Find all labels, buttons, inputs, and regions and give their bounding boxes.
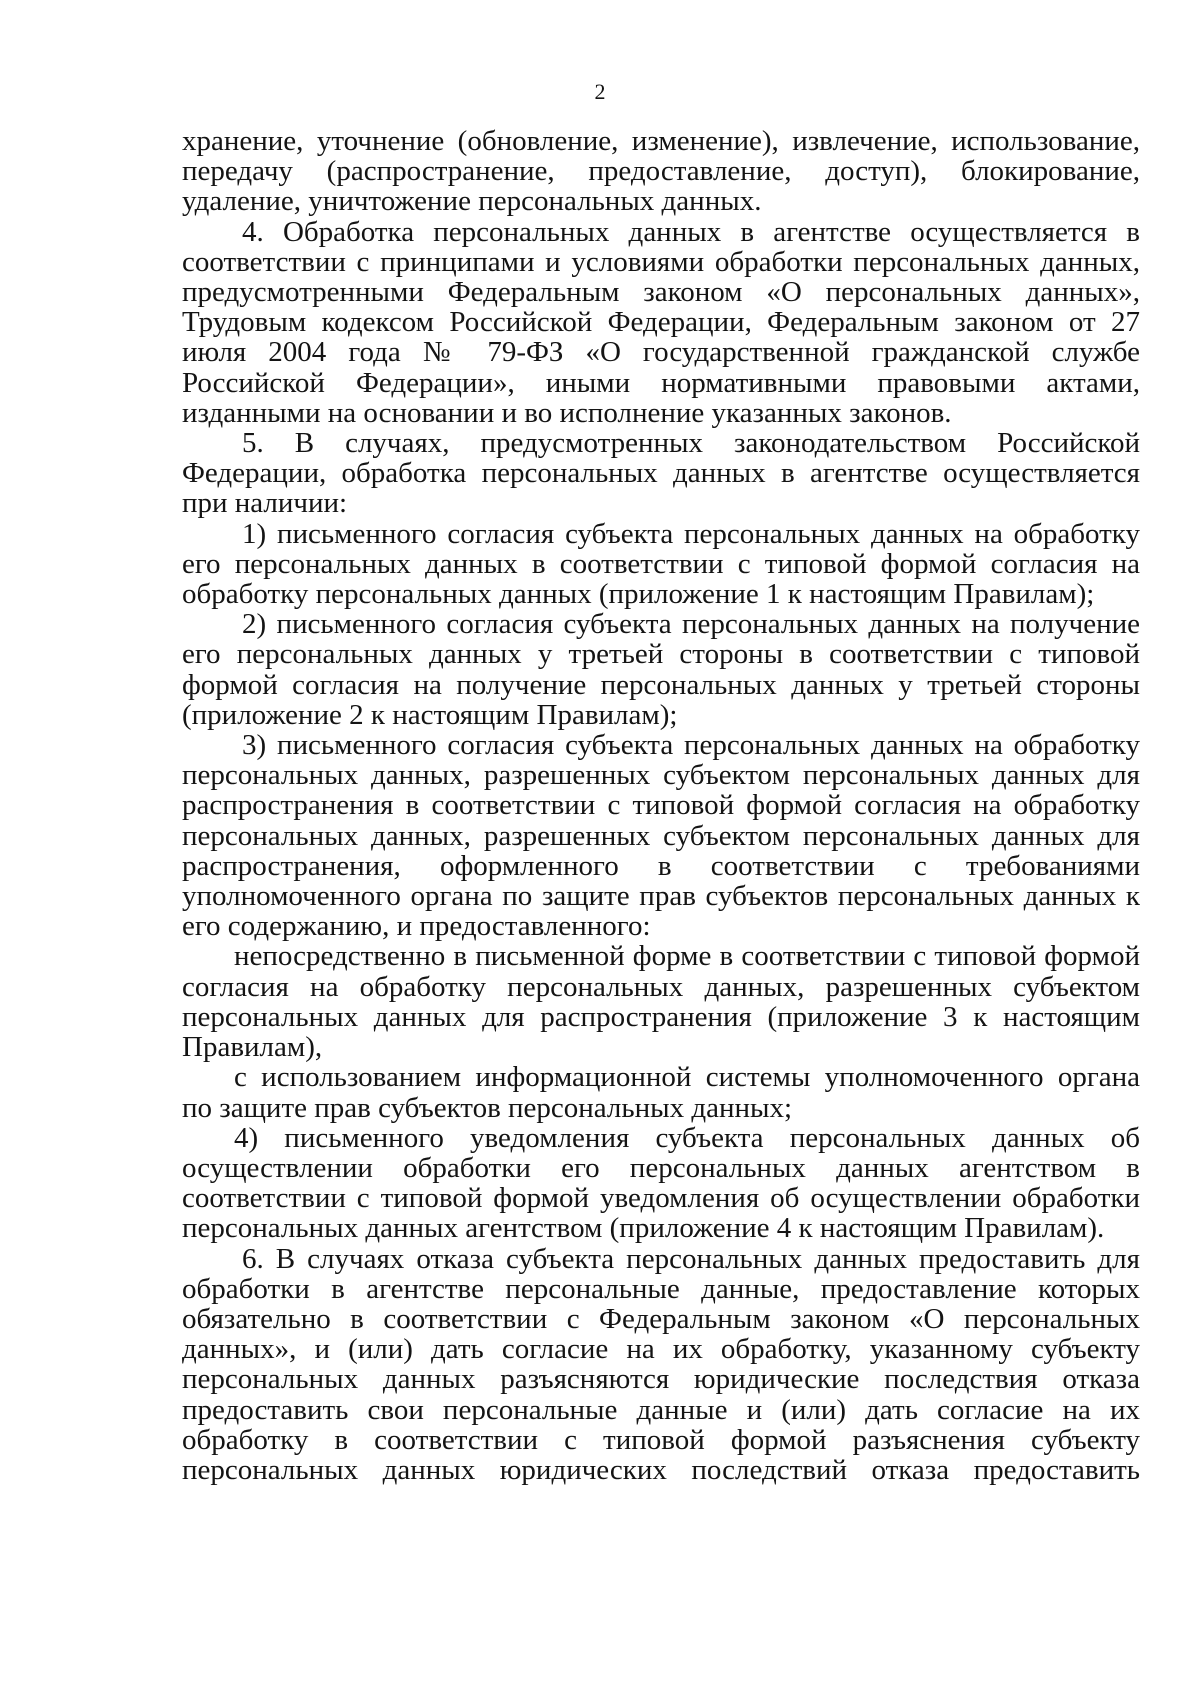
subitem-1: 1) письменного согласия субъекта персональных данных на обработку его персональных данных в соответствии с типовой формой согласия на обработку персональных данных (приложение 1 к настоящим Правилам); — [182, 517, 1140, 611]
subitem-3-option-written: непосредственно в письменной форме в соответствии с типовой формой согласия на обработку персональных данных, разрешенных субъектом персональных данных для распространения (приложение 3 к настоящим Правилам), — [182, 940, 1140, 1064]
subitem-2: 2) письменного согласия субъекта персональных данных на получение его персональных данных у третьей стороны в соответствии с типовой формой согласия на получение персональных данных у третьей стороны (приложение 2 к настоящим Правилам); — [182, 608, 1140, 731]
paragraph-continuation: хранение, уточнение (обновление, изменение), извлечение, использование, передачу (распространение, предоставление, доступ), блокирование, удаление, уничтожение персональных данных. — [182, 125, 1140, 218]
page-number: 2 — [594, 79, 606, 104]
paragraph-item-5: 5. В случаях, предусмотренных законодательством Российской Федерации, обработка персональных данных в агентстве осуществляется при наличии: — [182, 427, 1140, 520]
subitem-4: 4) письменного уведомления субъекта персональных данных об осуществлении обработки его персональных данных агентством в соответствии с типовой формой уведомления об осуществлении обработки персональных данных агентством (приложение 4 к настоящим Правилам). — [182, 1121, 1140, 1245]
document-body — [182, 126, 1140, 1485]
paragraph-item-6: 6. В случаях отказа субъекта персональных данных предоставить для обработки в агентстве персональные данные, предоставление которых обязательно в соответствии с Федеральным законом «О персональных данных», и (или) дать согласие на их обработку, указанному субъекту персональных данных разъясняются юридические последствия отказа предоставить свои персональные данные и (или) дать согласие на их обработку в соответствии с типовой формой разъяснения субъекту персональных данных юридических последствий отказа предоставить — [182, 1242, 1140, 1486]
subitem-3: 3) письменного согласия субъекта персональных данных на обработку персональных данных, разрешенных субъектом персональных данных для распространения в соответствии с типовой формой согласия на обработку персональных данных, разрешенных субъектом персональных данных для распространения, оформленного в соответствии с требованиями уполномоченного органа по защите прав субъектов персональных данных к его содержанию, и предоставленного: — [182, 729, 1140, 943]
paragraph-item-4: 4. Обработка персональных данных в агентстве осуществляется в соответствии с принципами и условиями обработки персональных данных, предусмотренными Федеральным законом «О персональных данных», Трудовым кодексом Российской Федерации, Федеральным законом от 27 июля 2004 года № 79-ФЗ «О государственной гражданской службе Российской Федерации», иными нормативными правовыми актами, изданными на основании и во исполнение указанных законов. — [182, 215, 1140, 429]
subitem-3-option-info-system: с использованием информационной системы уполномоченного органа по защите прав субъектов персональных данных; — [182, 1061, 1140, 1124]
